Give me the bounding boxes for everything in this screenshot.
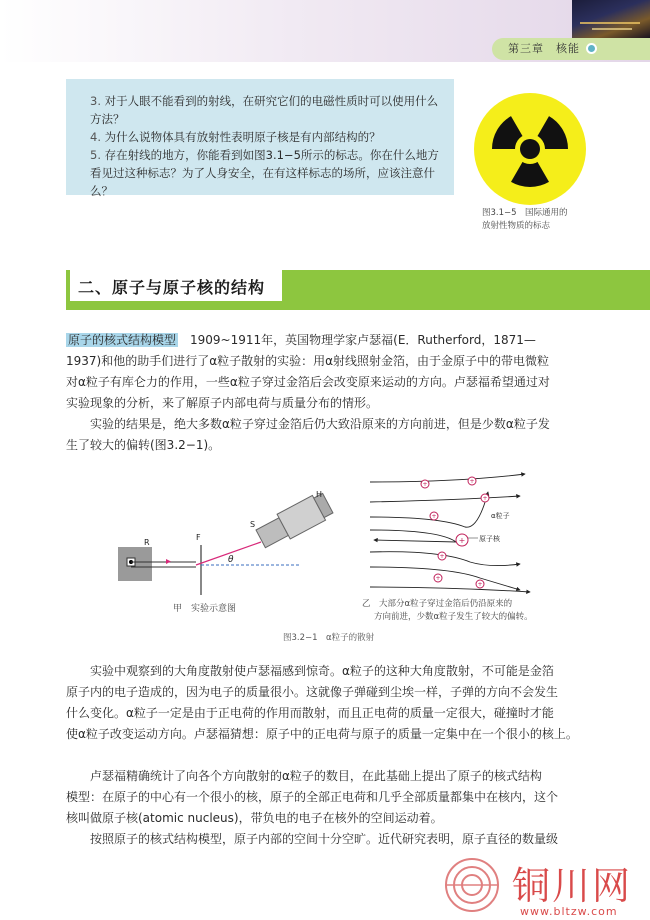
- chapter-dot-icon: [588, 45, 595, 52]
- svg-text:+: +: [477, 581, 483, 588]
- figure-caption: 图3.2−1 α粒子的散射: [283, 633, 375, 643]
- para-4-line-1: 卢瑟福精确统计了向各个方向散射的α粒子的数目，在此基础上提出了原子的核式结构: [66, 769, 542, 783]
- label-theta: θ: [228, 555, 234, 565]
- svg-text:+: +: [431, 513, 437, 520]
- para-1-line-4: 实验现象的分析，来了解原子内部电荷与质量分布的情形。: [66, 396, 379, 410]
- para-4-line-2: 模型：在原子的中心有一个很小的核，原子的全部正电荷和几乎全部质量都集中在核内，这个: [66, 790, 559, 804]
- label-alpha: α粒子: [491, 512, 510, 520]
- question-3: 3. 对于人眼不能看到的射线，在研究它们的电磁性质时可以使用什么: [90, 94, 439, 108]
- watermark: [434, 851, 650, 920]
- para-3-line-1: 实验中观察到的大角度散射使卢瑟福感到惊奇。α粒子的这种大角度散射，不可能是金箔: [66, 664, 554, 678]
- scattering-diagram: [360, 472, 555, 602]
- para-1-line-2: 1937)和他的助手们进行了α粒子散射的实验：用α射线照射金箔，由于金原子中的带电微粒: [66, 354, 550, 368]
- para-2-line-1: 实验的结果是，绝大多数α粒子穿过金箔后仍大致沿原来的方向前进，但是少数α粒子发: [66, 417, 550, 431]
- label-f: F: [196, 533, 201, 542]
- para-5-line-1: 按照原子的核式结构模型，原子内部的空间十分空旷。近代研究表明，原子直径的数量级: [66, 832, 559, 846]
- para-4-line-3: 核叫做原子核(atomic nucleus)，带负电的电子在核外的空间运动着。: [66, 811, 443, 825]
- svg-text:+: +: [435, 575, 441, 582]
- watermark-url: www.bltzw.com: [520, 905, 618, 918]
- section-title: 二、原子与原子核的结构: [78, 278, 266, 297]
- label-r: R: [144, 538, 150, 547]
- question-4: 4. 为什么说物体具有放射性表明原子核是有内部结构的？: [90, 130, 381, 144]
- svg-text:+: +: [482, 495, 488, 502]
- question-3-cont: 方法？: [90, 112, 125, 126]
- caption-b: 乙 大部分α粒子穿过金箔后仍沿原来的 方向前进，少数α粒子发生了较大的偏转。: [362, 599, 533, 622]
- para-1-line-1: 原子的核式结构模型 1909~1911年，英国物理学家卢瑟福(E．Rutherford，1871—: [68, 333, 536, 347]
- caption-a: 甲 实验示意图: [173, 604, 237, 614]
- header-photo: [572, 0, 650, 38]
- para-2-line-2: 生了较大的偏转(图3.2−1)。: [66, 438, 221, 452]
- para-3-line-3: 什么变化。α粒子一定是由于正电荷的作用而散射，而且正电荷的质量一定很大，碰撞时才能: [66, 706, 554, 720]
- radiation-trefoil-icon: [473, 92, 587, 206]
- svg-text:+: +: [469, 478, 475, 485]
- chapter-title: 第三章 核能: [508, 42, 580, 55]
- label-nucleus: 原子核: [479, 535, 500, 543]
- svg-text:+: +: [422, 481, 428, 488]
- para-3-line-2: 原子内的电子造成的，因为电子的质量很小。这就像子弹碰到尘埃一样，子弹的方向不会发生: [66, 685, 559, 699]
- keyword-highlight: 原子的核式结构模型: [68, 333, 177, 347]
- question-5: 5. 存在射线的地方，你能看到如图3.1−5所示的标志。你在什么地方: [90, 148, 439, 162]
- svg-text:+: +: [458, 536, 466, 545]
- label-h: H: [316, 490, 323, 499]
- question-5-cont: 看见过这种标志？为了人身安全，在有这样标志的场所，应该注意什么？: [90, 166, 435, 198]
- svg-text:+: +: [439, 553, 445, 560]
- para-3-line-4: 使α粒子改变运动方向。卢瑟福猜想：原子中的正电荷与原子的质量一定集中在一个很小的核上。: [66, 727, 578, 741]
- trefoil-caption: 图3.1−5 国际通用的 放射性物质的标志: [482, 208, 568, 231]
- label-s: S: [250, 520, 256, 529]
- watermark-logo-icon: [444, 857, 500, 913]
- para-1-line-3: 对α粒子有库仑力的作用，一些α粒子穿过金箔后会改变原来运动的方向。卢瑟福希望通过对: [66, 375, 550, 389]
- watermark-text: 铜川网: [512, 864, 633, 908]
